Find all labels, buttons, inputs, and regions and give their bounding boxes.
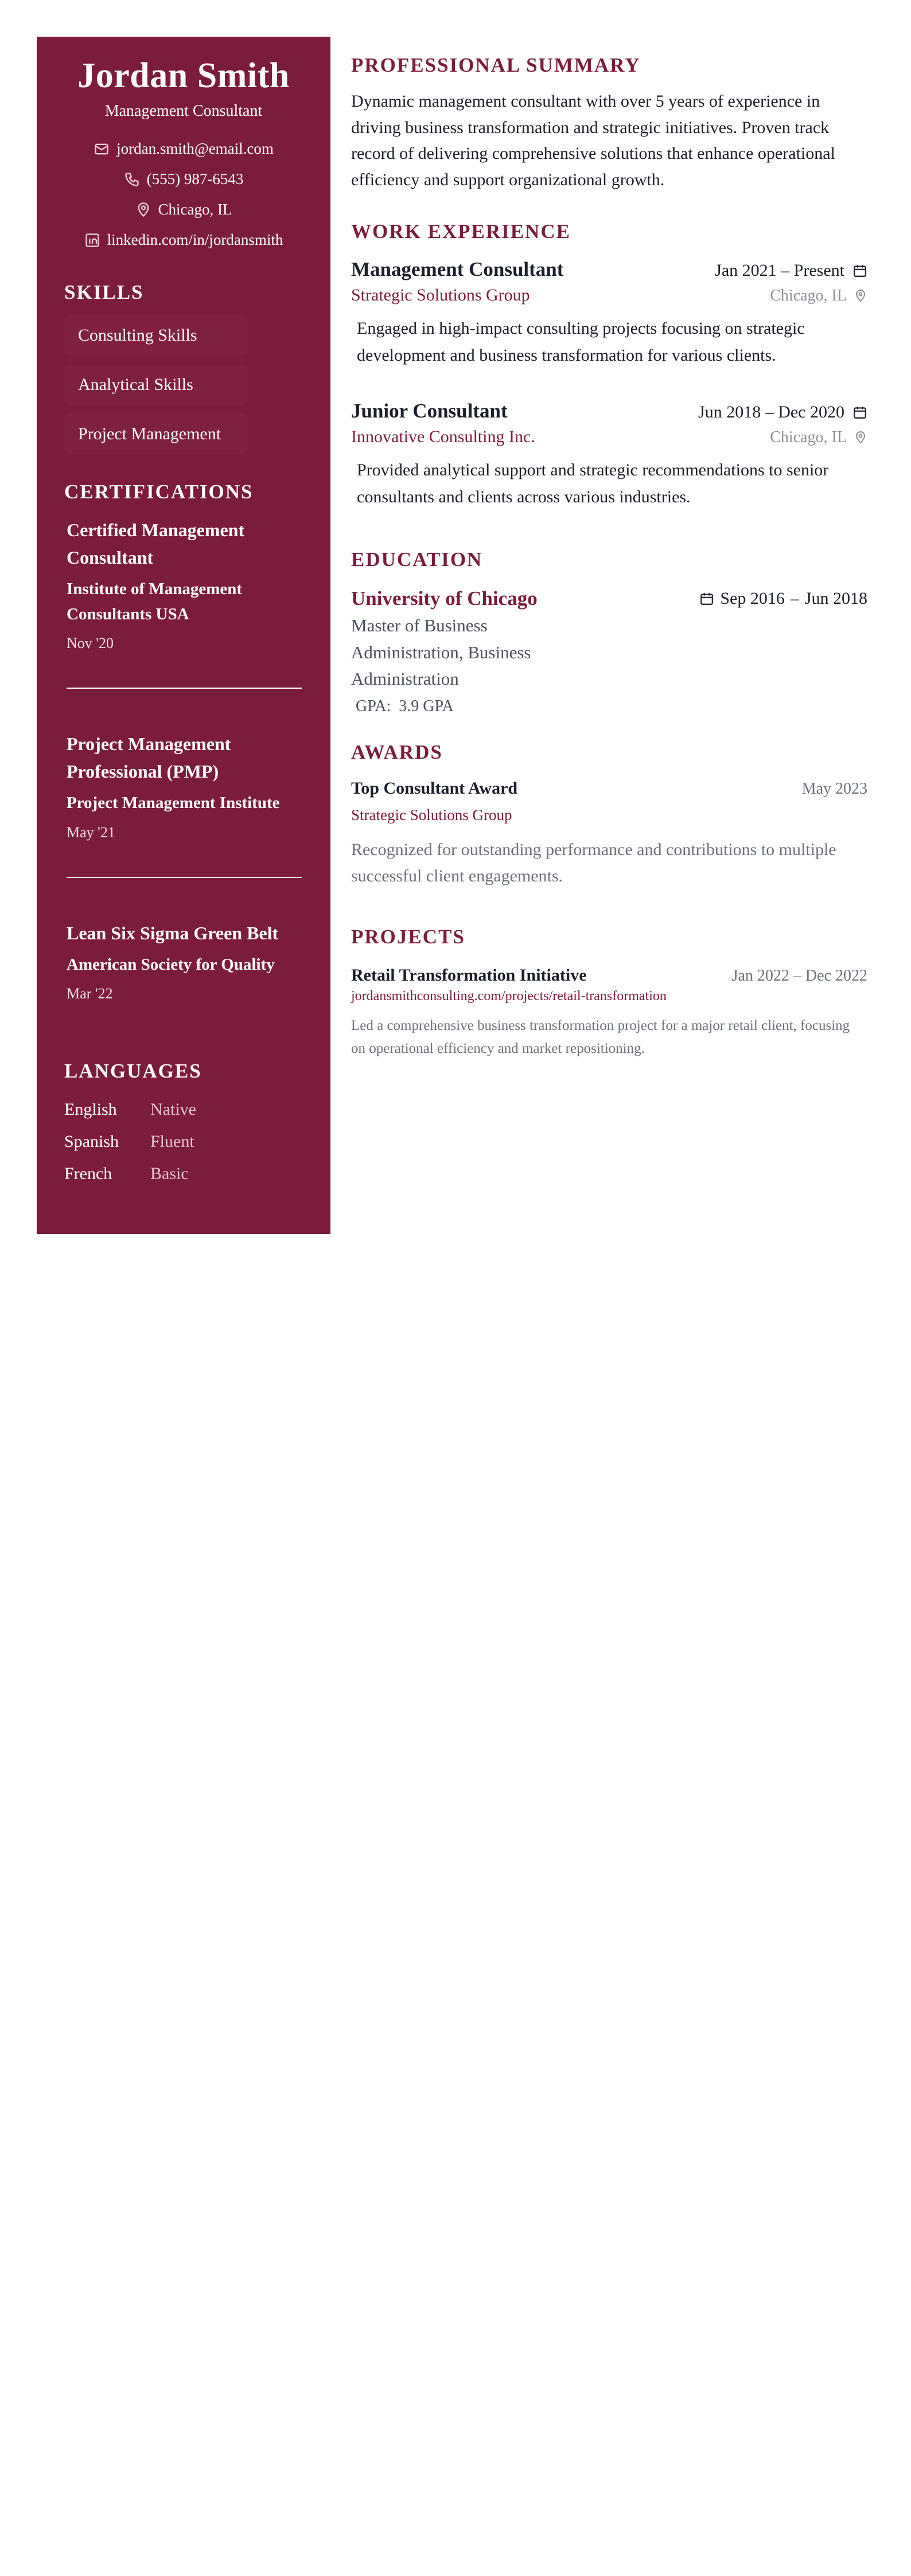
contact-email[interactable] (37, 140, 330, 158)
company-name: Innovative Consulting Inc. (351, 427, 535, 447)
job-description: Engaged in high-impact consulting projects focusing on strategic development and business transformation for various clients. (357, 319, 805, 365)
education-date-separator: – (790, 589, 799, 608)
certifications-heading: CERTIFICATIONS (64, 481, 254, 504)
experience-item (351, 258, 867, 369)
skills-heading: SKILLS (64, 281, 144, 304)
sidebar (37, 37, 330, 1234)
certification-item (67, 516, 302, 689)
job-title: Junior Consultant (351, 400, 508, 423)
education-section (351, 548, 867, 716)
map-pin-icon (135, 202, 151, 218)
calendar-icon (852, 263, 867, 278)
certification-date: May '21 (67, 823, 115, 841)
summary-heading: PROFESSIONAL SUMMARY (351, 54, 641, 76)
job-dates-text: Jun 2018 – Dec 2020 (698, 403, 844, 422)
language-name: English (64, 1100, 117, 1119)
projects-section (351, 926, 867, 1060)
job-dates (698, 403, 867, 422)
education-start: Sep 2016 (720, 589, 785, 608)
project-link[interactable]: jordansmithconsulting.com/projects/retail-transformation (351, 988, 667, 1004)
experience-section (351, 220, 867, 510)
contact-linkedin[interactable] (37, 231, 330, 249)
location-text: Chicago, IL (158, 201, 232, 218)
experience-item (351, 400, 867, 510)
certification-item (67, 919, 302, 1003)
divider (67, 877, 302, 878)
profile-header (37, 37, 330, 249)
company-name: Strategic Solutions Group (351, 286, 530, 305)
job-location-text: Chicago, IL (770, 287, 847, 305)
job-dates-text: Jan 2021 – Present (715, 261, 844, 280)
languages-list (37, 1100, 330, 1184)
gpa (351, 697, 867, 716)
certification-issuer: Institute of Management Consultants USA (67, 580, 243, 623)
project-description: Led a comprehensive business transformation project for a major retail client, focusing on operational efficiency and market repositioning. (351, 1017, 850, 1056)
experience-heading: WORK EXPERIENCE (351, 220, 571, 243)
language-row (64, 1132, 330, 1152)
certification-date: Mar '22 (67, 985, 113, 1002)
award-organization: Strategic Solutions Group (351, 806, 512, 823)
award-description: Recognized for outstanding performance and contributions to multiple successful client engagements. (351, 840, 836, 886)
certification-name: Lean Six Sigma Green Belt (67, 922, 279, 943)
education-end: Jun 2018 (804, 589, 867, 608)
language-level: Native (150, 1100, 196, 1119)
award-date: May 2023 (801, 779, 867, 798)
contact-phone[interactable] (37, 170, 330, 188)
divider (67, 688, 302, 689)
awards-heading: AWARDS (351, 740, 443, 763)
profile-title: Management Consultant (104, 102, 263, 120)
language-row (64, 1100, 330, 1119)
calendar-icon (852, 405, 867, 420)
certification-item (67, 730, 302, 878)
summary-text: Dynamic management consultant with over 5 years of experience in driving business transformation and strategic initiatives. Proven track record of delivering comprehensive solutions that enhance operational efficiency and support organizational growth. (351, 92, 835, 189)
certification-issuer: American Society for Quality (67, 955, 275, 974)
awards-section (351, 741, 867, 890)
map-pin-icon (854, 289, 867, 303)
linkedin-icon (84, 232, 100, 248)
education-heading: EDUCATION (351, 548, 483, 571)
certification-date: Nov '20 (67, 635, 114, 652)
education-dates (699, 589, 867, 608)
gpa-value: 3.9 GPA (399, 697, 454, 715)
job-location (770, 428, 867, 447)
gpa-label: GPA: (356, 697, 391, 715)
project-dates: Jan 2022 – Dec 2022 (731, 966, 867, 985)
summary-section (351, 37, 867, 193)
job-title: Management Consultant (351, 258, 564, 281)
job-location (770, 287, 867, 305)
language-level: Basic (150, 1164, 189, 1184)
language-name: French (64, 1164, 112, 1184)
languages-heading: LANGUAGES (64, 1060, 202, 1083)
job-location-text: Chicago, IL (770, 428, 847, 447)
projects-heading: PROJECTS (351, 925, 465, 948)
certification-name: Certified Management Consultant (67, 520, 245, 568)
degree-text: Master of Business Administration, Business Administration (351, 615, 531, 689)
phone-icon (124, 171, 140, 188)
language-name: Spanish (64, 1132, 119, 1152)
job-description: Provided analytical support and strategic recommendations to senior consultants and clients across various industries. (357, 460, 829, 506)
calendar-icon (699, 591, 714, 606)
profile-name: Jordan Smith (77, 56, 290, 95)
award-title: Top Consultant Award (351, 778, 518, 798)
contact-location (37, 201, 330, 218)
skill-item: Project Management (64, 414, 248, 454)
email-text: jordan.smith@email.com (116, 140, 274, 158)
main-content (351, 37, 867, 1060)
language-row (64, 1164, 330, 1184)
project-title: Retail Transformation Initiative (351, 965, 587, 985)
certification-name: Project Management Professional (PMP) (67, 733, 231, 782)
mail-icon (94, 141, 110, 157)
certification-issuer: Project Management Institute (67, 794, 280, 813)
job-dates (715, 261, 867, 280)
school-name: University of Chicago (351, 587, 538, 610)
skill-item: Analytical Skills (64, 365, 248, 405)
map-pin-icon (854, 431, 867, 444)
skills-list (37, 315, 330, 454)
phone-text: (555) 987-6543 (146, 170, 244, 188)
linkedin-text: linkedin.com/in/jordansmith (107, 231, 283, 249)
language-level: Fluent (150, 1132, 194, 1152)
skill-item: Consulting Skills (64, 315, 248, 356)
